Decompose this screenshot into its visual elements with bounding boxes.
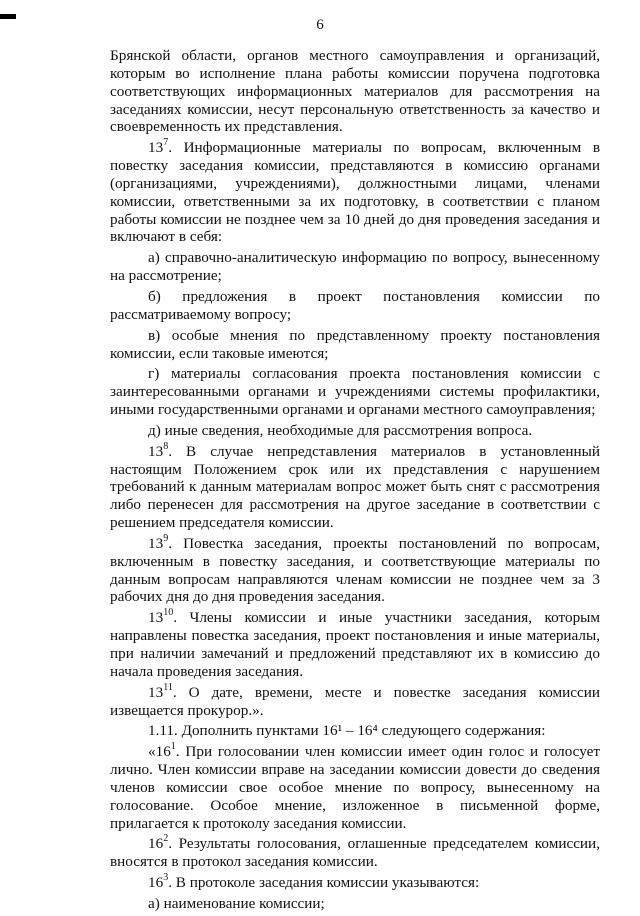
paragraph [110, 365, 600, 419]
paragraph-text: д) иные сведения, необходимые для рассмотрения вопроса. [148, 421, 533, 439]
paragraph-text: . В протоколе заседания комиссии указываются: [168, 874, 480, 892]
clause-number: 13 [148, 442, 164, 460]
clause-number: 16 [148, 835, 164, 853]
paragraph [110, 874, 600, 892]
paragraph [110, 609, 600, 680]
paragraph-text: . В случае непредставления материалов в установленный настоящим Положением срок или их представления с нарушением требований к данным материалам вопрос может быть снят с рассмотрения либо перенесен для рассмотрения на другое заседание в соответствии с решением председателя комиссии. [110, 442, 600, 532]
paragraph-text: а) справочно-аналитическую информацию по вопросу, вынесенному на рассмотрение; [110, 249, 600, 285]
paragraph [110, 722, 600, 740]
clause-superscript: 1 [170, 741, 176, 753]
paragraph [110, 422, 600, 440]
paragraph [110, 895, 600, 913]
paragraph-text: . Результаты голосования, оглашенные председателем комиссии, вносятся в протокол заседания комиссии. [110, 835, 600, 871]
clause-superscript: 2 [163, 833, 169, 845]
paragraph [110, 47, 600, 136]
clause-superscript: 10 [163, 607, 174, 619]
clause-superscript: 9 [163, 532, 169, 544]
clause-superscript: 8 [163, 440, 169, 452]
paragraph-text: б) предложения в проект постановления комиссии по рассматриваемому вопросу; [110, 287, 600, 323]
document-body [110, 47, 600, 916]
paragraph [110, 327, 600, 363]
paragraph-text: . Информационные материалы по вопросам, включенным в повестку заседания комиссии, представляются в комиссию органами (организациями, учреждениями), должностными лицами, членами комиссии, ответственными за их подготовку, в соответствии с планом работы комиссии не позднее чем за 10 дней до дня проведения заседания и включают в себя: [110, 139, 600, 246]
clause-number: «16 [148, 743, 171, 761]
paragraph [110, 835, 600, 871]
clause-superscript: 7 [163, 137, 169, 149]
clause-number: 16 [148, 874, 164, 892]
paragraph [110, 681, 600, 720]
paragraph [110, 288, 600, 324]
clause-superscript: 3 [163, 872, 169, 884]
clause-superscript: 11 [163, 681, 173, 693]
page-number: 6 [316, 17, 324, 33]
paragraph [110, 249, 600, 285]
clause-number: 13 [148, 534, 164, 552]
paragraph [110, 139, 600, 246]
paragraph [110, 440, 600, 532]
paragraph-text: г) материалы согласования проекта постановления комиссии с заинтересованными органами и учреждениями системы профилактики, иными государственными органами и органами местного самоуправления; [110, 365, 600, 419]
paragraph-text: . О дате, времени, месте и повестке заседания комиссии извещается прокурор.». [110, 683, 600, 719]
paragraph-text: Брянской области, органов местного самоуправления и организаций, которым во исполнение плана работы комиссии поручена подготовка соответствующих информационных материалов для рассмотрения на заседаниях комиссии, несут персональную ответственность за качество и своевременность их представления. [110, 47, 600, 136]
clause-number: 13 [148, 683, 164, 701]
clause-number: 13 [148, 139, 164, 157]
paragraph-text: 1.11. Дополнить пунктами 16¹ – 16⁴ следующего содержания: [148, 722, 546, 740]
paragraph-text: . Повестка заседания, проекты постановлений по вопросам, включенным в повестку заседания, и соответствующие материалы по данным вопросам направляются членам комиссии не позднее чем за 3 рабочих дня до дня проведения заседания. [110, 534, 600, 606]
paragraph [110, 532, 600, 606]
paragraph-text: . Члены комиссии и иные участники заседания, которым направлены повестка заседания, проект постановления и иные материалы, при наличии замечаний и предложений представляют их в комиссию до начала проведения заседания. [110, 609, 600, 680]
paragraph-text: а) наименование комиссии; [148, 894, 325, 912]
clause-number: 13 [148, 609, 164, 627]
paragraph [110, 743, 600, 832]
paragraph-text: в) особые мнения по представленному проекту постановления комиссии, если таковые имеются; [110, 326, 600, 362]
paragraph-text: . При голосовании член комиссии имеет один голос и голосует лично. Член комиссии вправе на заседании комиссии довести до сведения членов комиссии свое особое мнение по вопросу, вынесенному на голосование. Особое мнение, изложенное в письменной форме, прилагается к протоколу заседания комиссии. [110, 743, 600, 832]
